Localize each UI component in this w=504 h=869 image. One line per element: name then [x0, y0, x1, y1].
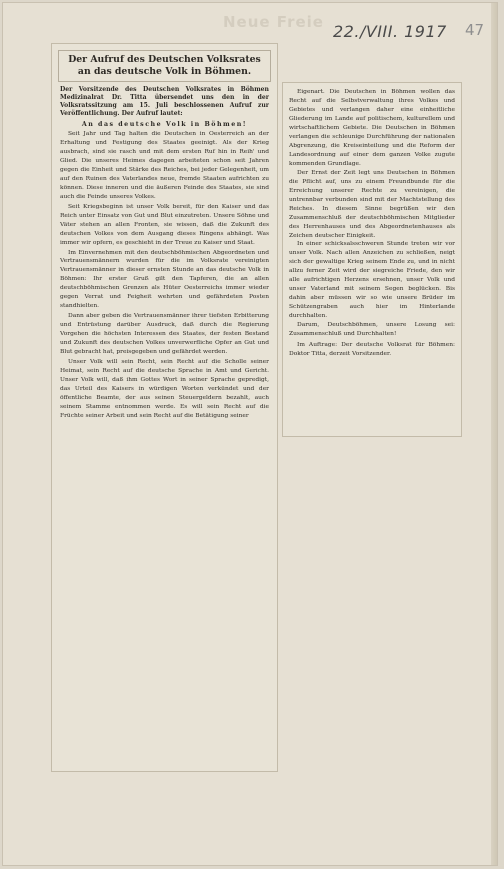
paragraph: Darum, Deutschböhmen, unsere Losung sei: Zusammenschluß und Durchhalten!: [289, 322, 455, 338]
paragraph: Der Ernst der Zeit legt uns Deutschen in Böhmen die Pflicht auf, uns zu einem Freundbunde für die Erreichung unserer Rechte zu vereinigen, die untrennbar verbunden sind mit der Machtstellung des Reiches. In diesem Sinne begrüßen wir den Zusammenschluß der deutschböhmischen Mitglieder des Herrenhauses und des Abgeordnetenhauses als Zeichen deutscher Einigkeit.: [289, 169, 455, 239]
call-title: An das deutsche Volk in Böhmen!: [81, 120, 248, 128]
paragraph: In einer schicksalsschweren Stunde treten wir vor unser Volk. Nach allen Anzeichen zu schließen, neigt sich der gewaltige Krieg seinem Ende zu, und in nicht allzu ferner Zeit wird der siegreiche Friede, den wir alle aufrichtigen Herzens ersehnen, unser Volk und unser Vaterland mit seinem Segen beglücken. Bis dahin aber müssen wir so wie unsere Brüder im Schützengraben auch hier im Hinterlande durchhalten.: [289, 241, 455, 320]
paragraph: Eigenart. Die Deutschen in Böhmen wollen das Recht auf die Selbstverwaltung ihres Volkes und Gebietes und verlangen daher eine einheitliche Gliederung im Lande auf politischem, kulturellem und wirtschaftlichem Gebiete. Die Deutschen in Böhmen verlangen die schleunige Durchführung der nationalen Abgrenzung, die Kreiseinteilung und die Reform der Landesordnung auf einer dem ganzen Volke zugute kommenden Grundlage.: [289, 89, 455, 167]
paragraph: Seit Kriegsbeginn ist unser Volk bereit, für den Kaiser und das Reich unter Einsatz von Gut und Blut einzutreten. Unsere Söhne und Väter stehen an allen Fronten, sie wissen, daß die Zukunft des deutschen Volkes von dem Ausgang dieses Ringens abhängt. Was immer wir opfern, es geschieht in der Treue zu Kaiser und Staat.: [60, 203, 269, 246]
paragraph: Unser Volk will sein Recht, sein Recht auf die Scholle seiner Heimat, sein Recht auf die deutsche Sprache in Amt und Gericht. Unser Volk will, daß ihm Gottes Wort in seiner Sprache gepredigt, das Urteil des Kaisers in würdigen Worten verkündet und der öffentliche Beamte, der aus seinen Steuergeldern bezahlt, auch seinem Stamme entnommen werde. Es will sein Recht auf die Früchte seiner Arbeit und sein Recht auf die Betätigung seiner: [60, 359, 269, 419]
page-number: 47: [465, 21, 485, 39]
paper-edge: [491, 3, 497, 865]
clipping-sheet: [2, 2, 498, 866]
paragraph: Im Einvernehmen mit den deutschböhmischen Abgeordneten und Vertrauensmännern wurden für die im Volksrate vereinigten Vertrauensmänner in dieser ernsten Stunde an das deutsche Volk in Böhmen: Ihr erster Gruß gilt den Tapferen, die an allen deutschböhmischen Grenzen als Hüter Oesterreichs immer wieder gegen Verrat und Feigheit wehrten und gefährdeten Posten standhielten.: [60, 249, 269, 310]
paragraph: Dann aber geben die Vertrauensmänner ihrer tiefsten Erbitterung und Entrüstung darüber Ausdruck, daß durch die Regierung Vorgehen die höchsten Interessen des Staates, der festen Bestand und Zukunft des deutschen Volkes unverwerfliche Opfer an Gut und Blut gebracht hat, preisgegeben und gefährdet werden.: [60, 313, 269, 356]
article-column-right: [282, 82, 462, 437]
paragraph: Seit Jahr und Tag halten die Deutschen in Oesterreich an der Erhaltung und Festigung des Staates geeinigt. Als der Krieg ausbrach, sind sie rasch und mit dem ersten Ruf hin in Reih' und Glied. Die unseres Heimes dagegen arbeiteten schon seit Jahren gegen die Einheit und Stärke des Reiches, bei jeder Gelegenheit, um auf den Ruinen des Vaterlandes neue, fremde Staaten aufrichten zu können. Diese inneren und die äußeren Feinde des Staates, sie sind auch die Feinde unseres Volkes.: [60, 130, 269, 200]
article-column-left: [51, 43, 278, 772]
article-signature: Im Auftrage: Der deutsche Volksrat für Böhmen: Doktor Titta, derzeit Vorsitzender.: [289, 342, 455, 358]
newspaper-masthead: Neue Freie: [223, 13, 324, 31]
article-headline: Der Aufruf des Deutschen Volksrates an das deutsche Volk in Böhmen.: [58, 50, 271, 82]
handwritten-date: 22./VIII. 1917: [333, 22, 447, 41]
article-intro: Der Vorsitzende des Deutschen Volksrates in Böhmen Medizinalrat Dr. Titta übersendet uns den in der Volksratssitzung am 15. Juli beschlossenen Aufruf zur Veröffentlichung. Der Aufruf lautet:: [60, 85, 269, 117]
